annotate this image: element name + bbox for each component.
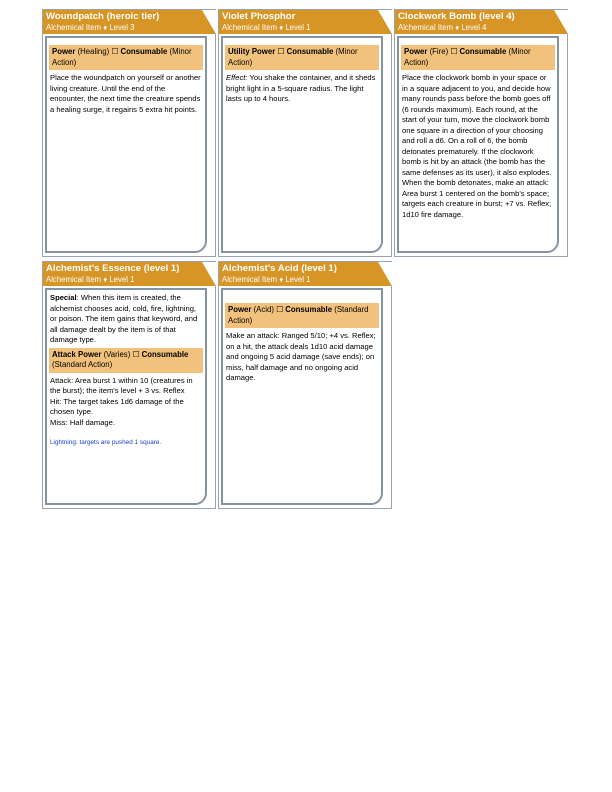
power-bar	[401, 45, 555, 70]
card-title: Woundpatch (heroic tier)	[46, 11, 160, 22]
card-header	[43, 10, 215, 34]
card-header	[43, 262, 215, 286]
power-keyword: (Varies) ☐	[101, 349, 142, 359]
power-keyword: (Fire) ☐	[427, 47, 460, 56]
special-label: Special	[50, 293, 77, 302]
power-keyword: (Acid) ☐	[251, 305, 286, 314]
card-text: Make an attack: Ranged 5/10; +4 vs. Reflex; on a hit, the attack deals 1d10 acid damage and ongoing 5 acid damage (save ends); on miss, half damage and no ongoing acid damage.	[226, 331, 376, 382]
power-keyword: (Healing) ☐	[75, 47, 121, 56]
power-usage: Consumable	[141, 349, 189, 359]
power-usage: Consumable	[286, 47, 334, 56]
power-bar	[225, 45, 379, 70]
card-subtitle: Alchemical Item ♦ Level 1	[222, 23, 311, 32]
attack-line: Attack: Area burst 1 within 10 (creatures in the burst); the item's level + 3 vs. Reflex	[50, 375, 193, 395]
power-usage: Consumable	[120, 47, 168, 56]
card-title: Violet Phosphor	[222, 11, 296, 22]
power-bar	[49, 348, 203, 373]
power-action: (Minor Action)	[52, 47, 192, 67]
power-action: (Standard Action)	[52, 360, 113, 369]
card-subtitle: Alchemical Item ♦ Level 3	[46, 23, 135, 32]
power-bar	[49, 45, 203, 70]
power-action: (Standard Action)	[228, 305, 369, 325]
card-body	[397, 36, 559, 253]
special-body: : When this item is created, the alchemist chooses acid, cold, fire, lightning, or poison. The item gains that keyword, and all damage dealt by the item is of that damage type.	[50, 293, 198, 344]
power-action: (Minor Action)	[228, 47, 358, 67]
power-usage: Consumable	[285, 305, 333, 314]
card-clockwork-bomb	[394, 9, 568, 257]
card-woundpatch	[42, 9, 216, 257]
card-text: Place the clockwork bomb in your space or in a square adjacent to you, and decide how many rounds pass before the bomb goes off (6 rounds maximum). Each round, at the start of your turn, move the clockwork bomb one square in a direction of your choosing and roll a d6. On a roll of 6, the bomb detonates prematurely. If the clockwork bomb is hit by an attack (the bomb has the same defenses as its user), it also explodes. When the bomb detonates, make an attack: Area burst 1 centered on the bomb's space; targets each creature in burst; +7 vs. Reflex; 1d10 fire damage.	[402, 73, 552, 219]
effect-label: Effect:	[226, 73, 248, 82]
card-body	[221, 288, 383, 505]
effect-text: You shake the container, and it sheds bright light in a 5-square radius. The light lasts up to 4 hours.	[226, 73, 376, 103]
card-header	[219, 10, 391, 34]
card-header	[219, 262, 391, 286]
power-type: Utility Power	[228, 47, 276, 56]
card-text: Place the woundpatch on yourself or another living creature. Until the end of the encounter, the next time the creature spends a healing surge, it regains 5 extra hit points.	[50, 73, 201, 114]
card-title: Clockwork Bomb (level 4)	[398, 11, 515, 22]
lightning-note: Lightning: targets are pushed 1 square.	[50, 439, 162, 446]
power-bar	[225, 303, 379, 328]
power-type: Power	[228, 305, 252, 314]
card-body	[45, 288, 207, 505]
power-type: Power	[52, 47, 76, 56]
hit-line: Hit: The target takes 1d6 damage of the chosen type.	[50, 396, 184, 416]
card-subtitle: Alchemical Item ♦ Level 4	[398, 23, 487, 32]
card-title: Alchemist's Acid (level 1)	[222, 263, 337, 274]
card-text	[226, 73, 378, 105]
power-type: Attack Power	[52, 349, 102, 359]
card-subtitle: Alchemical Item ♦ Level 1	[46, 275, 135, 284]
card-body	[45, 36, 207, 253]
power-type: Power	[404, 47, 428, 56]
card-header	[395, 10, 567, 34]
power-action: (Minor Action)	[404, 47, 531, 67]
special-text	[50, 293, 202, 346]
card-alchemists-acid	[218, 261, 392, 509]
power-usage: Consumable	[459, 47, 507, 56]
card-body	[221, 36, 383, 253]
power-keyword: ☐	[275, 47, 287, 56]
card-violet-phosphor	[218, 9, 392, 257]
card-title: Alchemist's Essence (level 1)	[46, 263, 180, 274]
card-alchemists-essence	[42, 261, 216, 509]
miss-line: Miss: Half damage.	[50, 417, 115, 427]
card-subtitle: Alchemical Item ♦ Level 1	[222, 275, 311, 284]
